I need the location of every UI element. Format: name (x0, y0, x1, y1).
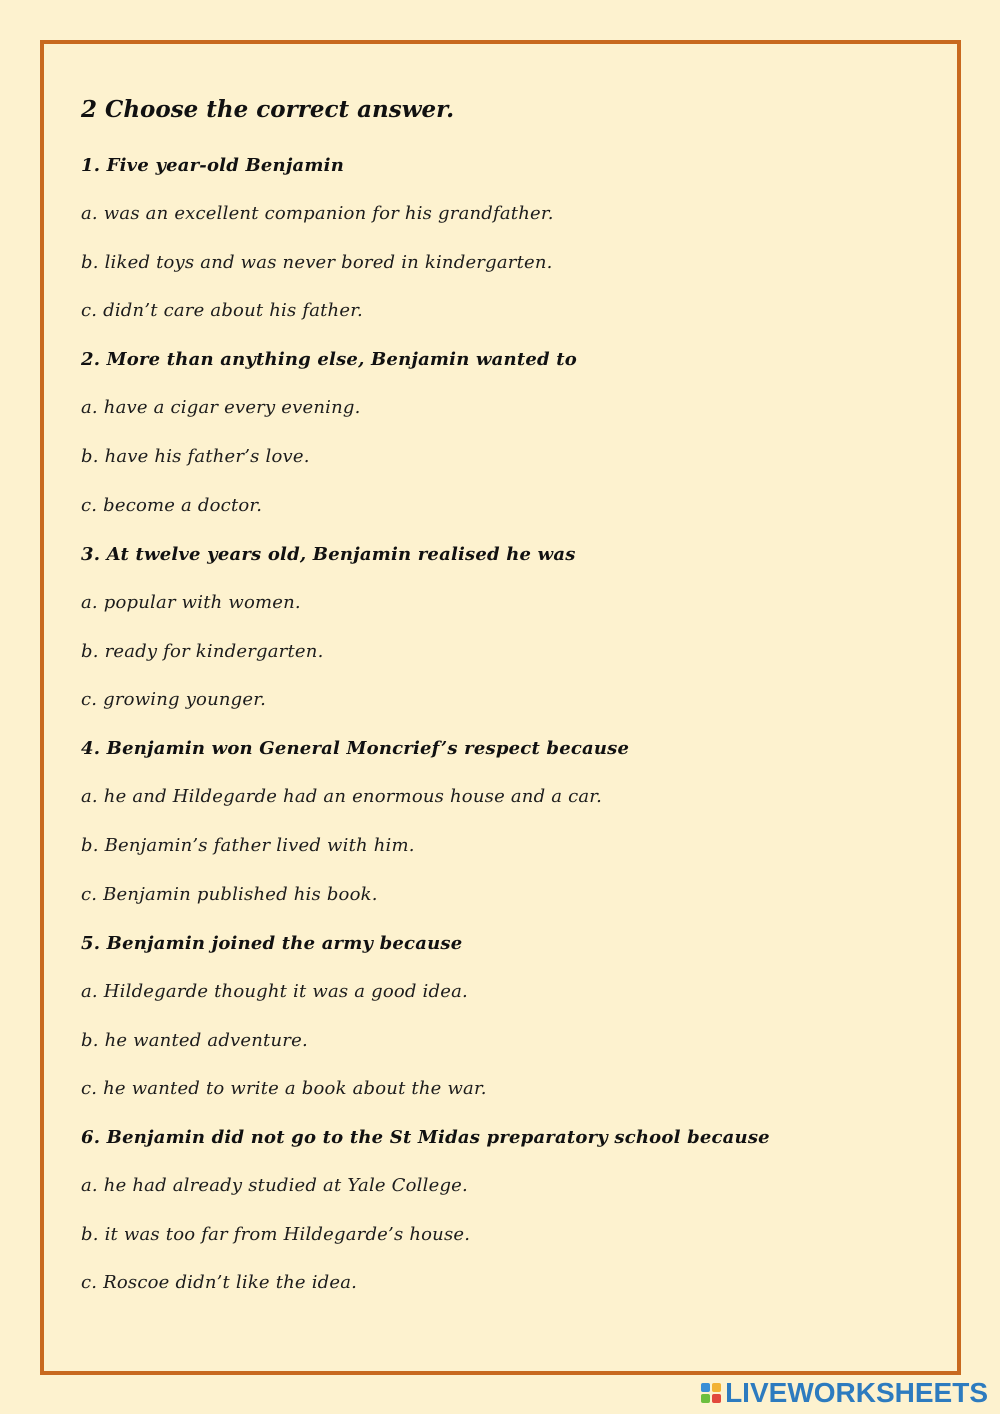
question-prompt: 2. More than anything else, Benjamin wanted to (81, 349, 577, 370)
logo-block (701, 1383, 710, 1392)
answer-option[interactable]: c. Roscoe didn’t like the idea. (81, 1272, 358, 1293)
logo-text: LIVEWORKSHEETS (725, 1377, 988, 1408)
answer-option[interactable]: c. didn’t care about his father. (81, 300, 363, 321)
question-prompt: 3. At twelve years old, Benjamin realised he was (81, 544, 576, 565)
answer-option[interactable]: b. have his father’s love. (81, 446, 310, 467)
answer-option[interactable]: a. have a cigar every evening. (81, 397, 361, 418)
answer-option[interactable]: b. liked toys and was never bored in kindergarten. (81, 252, 553, 273)
liveworksheets-logo[interactable] (701, 1378, 988, 1408)
answer-option[interactable]: a. popular with women. (81, 592, 301, 613)
answer-option[interactable]: a. Hildegarde thought it was a good idea. (81, 981, 468, 1002)
answer-option[interactable]: c. he wanted to write a book about the war. (81, 1078, 487, 1099)
answer-option[interactable]: b. it was too far from Hildegarde’s house. (81, 1224, 471, 1245)
question-prompt: 6. Benjamin did not go to the St Midas preparatory school because (81, 1127, 770, 1148)
question-prompt: 5. Benjamin joined the army because (81, 933, 463, 954)
logo-block (712, 1383, 721, 1392)
answer-option[interactable]: a. he and Hildegarde had an enormous house and a car. (81, 786, 603, 807)
question-prompt: 4. Benjamin won General Moncrief’s respect because (81, 738, 630, 759)
page-title: 2 Choose the correct answer. (81, 96, 455, 123)
answer-option[interactable]: b. he wanted adventure. (81, 1030, 308, 1051)
answer-option[interactable]: a. he had already studied at Yale College. (81, 1175, 468, 1196)
question-prompt: 1. Five year-old Benjamin (81, 155, 344, 176)
logo-block (712, 1394, 721, 1403)
answer-option[interactable]: c. growing younger. (81, 689, 267, 710)
answer-option[interactable]: b. Benjamin’s father lived with him. (81, 835, 415, 856)
answer-option[interactable]: b. ready for kindergarten. (81, 641, 324, 662)
logo-block (701, 1394, 710, 1403)
logo-mark-icon (701, 1383, 721, 1403)
answer-option[interactable]: a. was an excellent companion for his grandfather. (81, 203, 554, 224)
answer-option[interactable]: c. Benjamin published his book. (81, 884, 378, 905)
answer-option[interactable]: c. become a doctor. (81, 495, 263, 516)
